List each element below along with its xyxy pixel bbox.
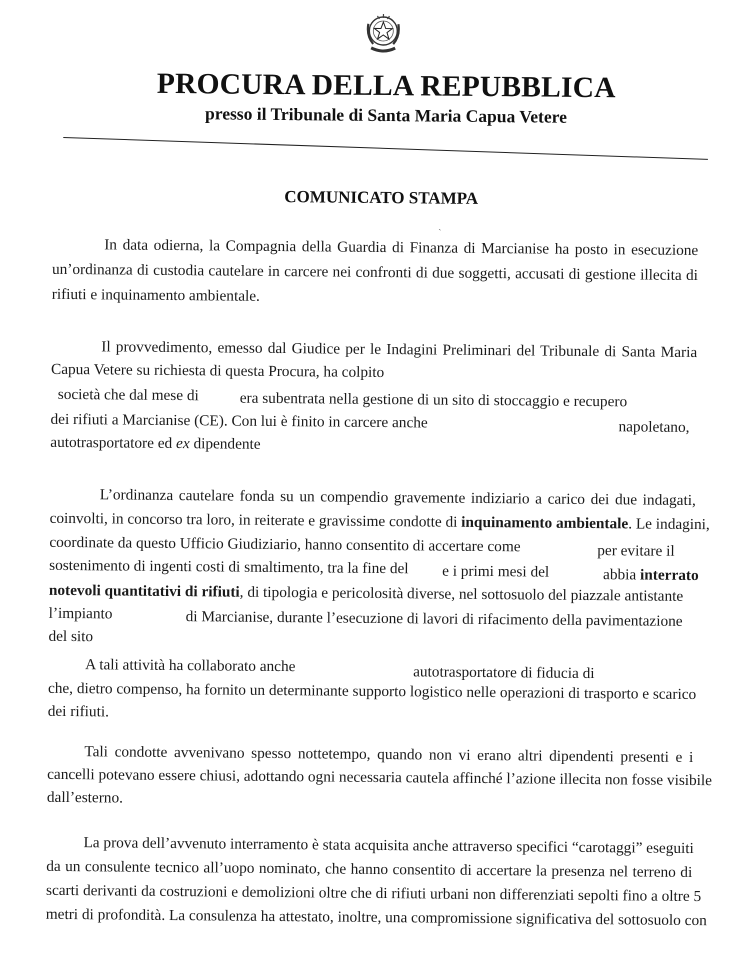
- paragraph-line: sostenimento di ingenti costi di smaltimento, tra la fine del: [49, 556, 409, 578]
- paragraph-line: L’ordinanza cautelare fonda su un compendio gravemente indiziario a carico dei due indagati,: [99, 486, 696, 510]
- text-run: abbia: [603, 566, 637, 584]
- text-run-bold: interrato: [639, 566, 699, 585]
- paragraph-line: cancelli potevano essere chiusi, adottando ogni necessaria cautela affinché l’azione illecita non fosse visibile: [47, 765, 713, 790]
- paragraph-line: dei rifiuti a Marcianise (CE). Con lui è finito in carcere anche: [50, 410, 428, 432]
- paragraph-line: Capua Vetere su richiesta di questa Procura, ha colpito: [50, 360, 385, 382]
- paragraph-line: e i primi mesi del: [442, 562, 550, 581]
- paragraph-line: rifiuti e inquinamento ambientale.: [51, 285, 260, 305]
- paragraph-line: A tali attività ha collaborato anche: [85, 656, 296, 676]
- italian-republic-emblem-icon: [363, 10, 403, 56]
- paragraph-line: che, dietro compenso, ha fornito un determinante supporto logistico nelle operazioni di trasporto e scarico: [47, 679, 697, 704]
- text-run: autotrasportatore ed: [50, 433, 173, 453]
- paragraph-line: del sito: [48, 627, 94, 646]
- paragraph-line: era subentrata nella gestione di un sito di stoccaggio e recupero: [239, 389, 628, 411]
- paragraph-line: dall’esterno.: [46, 788, 124, 807]
- paragraph-line: napoletano,: [618, 418, 690, 436]
- paragraph-line: autotrasportatore di fiducia di: [413, 663, 595, 683]
- paragraph-line: di Marcianise, durante l’esecuzione di lavori di rifacimento della pavimentazione: [185, 608, 683, 630]
- paragraph-line: Il provvedimento, emesso dal Giudice per le Indagini Preliminari del Tribunale di Santa Maria: [101, 338, 698, 362]
- paragraph-line: In data odierna, la Compagnia della Guardia di Finanza di Marcianise ha posto in esecuzione: [104, 236, 699, 260]
- document-heading: COMUNICATO STAMPA: [284, 187, 479, 208]
- office-title: PROCURA DELLA REPUBBLICA: [156, 67, 616, 105]
- text-run-bold: inquinamento ambientale: [461, 513, 629, 533]
- paragraph-line: società che dal mese di: [57, 385, 199, 405]
- header-divider: [63, 137, 708, 160]
- text-run-bold: notevoli quantitativi di rifiuti: [48, 581, 240, 601]
- paragraph-line: dei rifiuti.: [47, 702, 110, 721]
- paragraph-line: La prova dell’avvenuto interramento è stata acquisita anche attraverso specifici “carotaggi” eseguiti: [83, 834, 694, 858]
- text-run: . Le indagini,: [628, 515, 710, 534]
- scan-mark: ˏ: [438, 220, 442, 231]
- paragraph-line: metri di profondità. La consulenza ha attestato, inoltre, una compromissione significativa del sottosuolo con: [45, 905, 707, 930]
- paragraph-line: scarti derivanti da costruzioni e demolizioni oltre che di rifiuti urbani non differenziati sepolti fino a oltre 5: [45, 881, 702, 906]
- paragraph-line: un’ordinanza di custodia cautelare in carcere nei confronti di due soggetti, accusati di gestione illecita di: [51, 260, 699, 285]
- paragraph-line: [49, 579, 683, 608]
- paragraph-line: per evitare il: [597, 542, 675, 560]
- document-body: [45, 233, 713, 930]
- paragraph-line: Tali condotte avvenivano spesso nottetempo, quando non vi erano altri dipendenti presenti e i: [84, 743, 694, 767]
- text-run: dipendente: [193, 435, 261, 453]
- paragraph-line: coordinate da questo Ufficio Giudiziario, hanno consentito di accertare come: [49, 533, 521, 556]
- paragraph-line: l’impianto: [48, 604, 113, 623]
- text-run: coinvolti, in concorso tra loro, in reiterate e gravissime condotte di: [49, 509, 458, 531]
- text-run-italic: ex: [175, 435, 190, 453]
- text-run: , di tipologia e pericolosità diverse, nel sottosuolo del piazzale antistante: [239, 583, 684, 605]
- paragraph-line: [50, 431, 260, 456]
- paragraph-line: da un consulente tecnico all’uopo nominato, che hanno consentito di accertare la presenza nel terreno di: [46, 857, 693, 882]
- office-subtitle: presso il Tribunale di Santa Maria Capua Vetere: [204, 103, 568, 127]
